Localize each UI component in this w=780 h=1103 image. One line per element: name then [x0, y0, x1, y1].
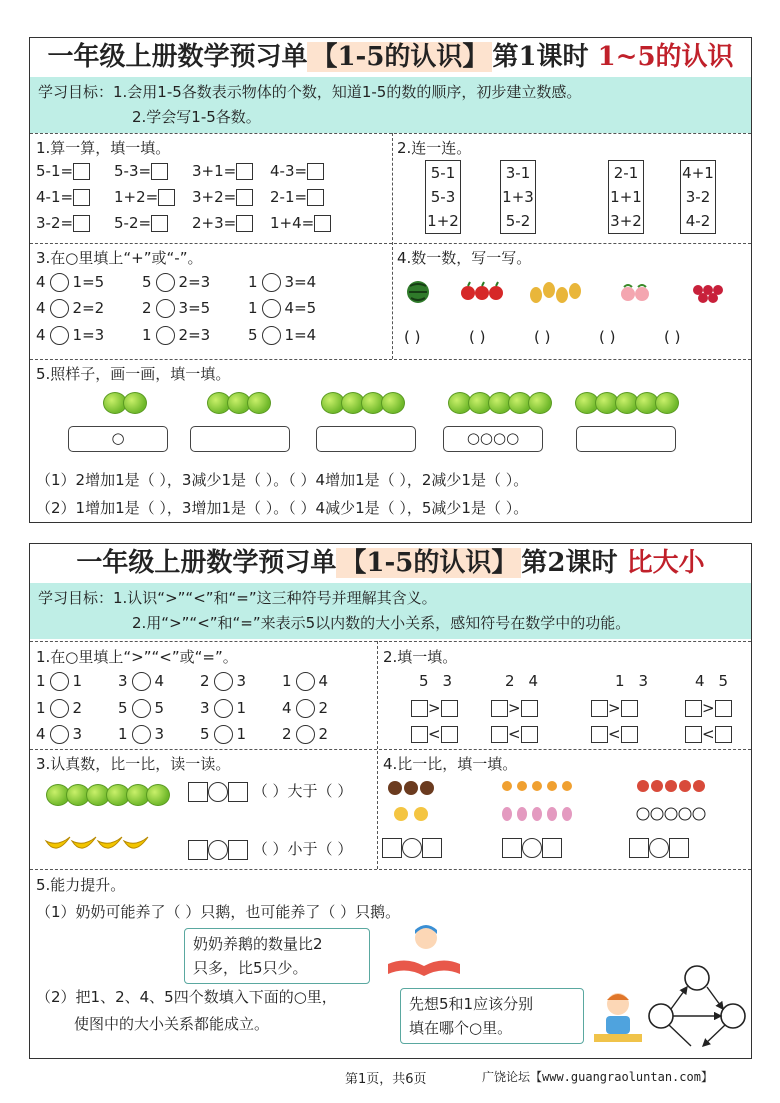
compare-circle[interactable]	[132, 725, 151, 744]
answer-box[interactable]	[411, 700, 428, 717]
s1-q4-title: 4.数一数，写一写。	[397, 249, 532, 267]
answer-box[interactable]	[715, 726, 732, 743]
fill-boxes	[382, 838, 729, 858]
watermelon-icon	[407, 281, 429, 303]
gt-blanks: > > > >	[411, 699, 765, 717]
answer-box[interactable]	[73, 215, 90, 232]
chick-icon	[394, 807, 428, 821]
s1-q1-row: 5-1= 5-3= 3+1= 4-3=	[36, 162, 348, 180]
sign-circle[interactable]	[50, 273, 69, 292]
answer-box[interactable]	[521, 726, 538, 743]
answer-box[interactable]	[236, 189, 253, 206]
answer-box[interactable]	[502, 838, 522, 858]
match-card-column[interactable]: 3-1 1+3 5-2	[500, 160, 536, 234]
sign-circle[interactable]	[156, 326, 175, 345]
goal-line-1: 学习目标：1.会用1-5各数表示物体的个数，知道1-5的数的顺序，初步建立数感。	[38, 83, 582, 101]
answer-box[interactable]	[422, 838, 442, 858]
compare-circle[interactable]	[50, 699, 69, 718]
apple-row	[46, 784, 166, 810]
sheet1-title	[30, 38, 751, 77]
s2-q2-title: 2.填一填。	[383, 648, 458, 666]
compare-pictures	[385, 776, 745, 828]
worksheet-lesson-1	[29, 37, 752, 523]
title-lesson: 第1课时	[492, 42, 589, 72]
title-topic: 【1-5的认识】	[307, 42, 492, 72]
draw-box[interactable]	[316, 426, 416, 452]
answer-box[interactable]	[591, 726, 608, 743]
s2-q5-part2b: 使图中的大小关系都能成立。	[74, 1015, 270, 1033]
lantern-icon	[637, 780, 705, 792]
answer-box[interactable]	[188, 840, 208, 860]
diagram-node-top	[685, 966, 709, 990]
answer-box[interactable]	[228, 782, 248, 802]
pear-icon	[530, 282, 581, 303]
compare-more: （ ）大于（ ）	[188, 780, 352, 802]
sign-circle[interactable]	[262, 273, 281, 292]
reading-girl-icon	[382, 922, 466, 980]
sign-circle[interactable]	[156, 273, 175, 292]
s1-q1-row: 4-1= 1+2= 3+2= 2-1=	[36, 188, 348, 206]
apple-group-5	[448, 392, 548, 418]
sign-circle[interactable]	[50, 299, 69, 318]
s2-q4-title: 4.比一比，填一填。	[383, 755, 518, 773]
learning-goals	[30, 583, 751, 639]
peach-icon	[621, 285, 649, 301]
compare-less: （ ）小于（ ）	[188, 838, 352, 860]
s1-q5-line-1: （1）2增加1是（ ），3减少1是（ ）。（ ）4增加1是（ ），2减少1是（ ）。	[36, 471, 529, 489]
site-footer[interactable]: 广饶论坛【www.guangraoluntan.com】	[482, 1070, 713, 1084]
answer-circle[interactable]	[649, 838, 669, 858]
answer-circle[interactable]	[522, 838, 542, 858]
compare-circle[interactable]	[296, 672, 315, 691]
panda-icon	[637, 808, 705, 820]
answer-box[interactable]	[411, 726, 428, 743]
answer-box[interactable]	[307, 163, 324, 180]
sign-circle[interactable]	[262, 299, 281, 318]
answer-box[interactable]	[314, 215, 331, 232]
compare-circle[interactable]	[214, 699, 233, 718]
match-card-column[interactable]: 2-1 1+1 3+2	[608, 160, 644, 234]
title-topic: 【1-5的认识】	[336, 548, 521, 578]
answer-box[interactable]	[151, 215, 168, 232]
s1-q5-line-2: （2）1增加1是（ ），3增加1是（ ）。（ ）4减少1是（ ），5减少1是（ ）。	[36, 499, 529, 517]
answer-box[interactable]	[685, 726, 702, 743]
s1-q3-title: 3.在○里填上“+”或“-”。	[36, 249, 203, 267]
draw-box[interactable]: ○	[68, 426, 168, 452]
s2-q1-row: 4 3 1 3 5 1 2 2	[36, 725, 329, 743]
learning-goals	[30, 77, 751, 133]
goal-line-2: 2.用“>”“<”和“=”来表示5以内数的大小关系，感知符号在数学中的功能。	[132, 614, 631, 632]
answer-box[interactable]	[307, 189, 324, 206]
s1-q1-row: 3-2= 5-2= 2+3= 1+4=	[36, 214, 348, 232]
apple-group-2	[103, 392, 143, 418]
s1-q1-title: 1.算一算，填一填。	[36, 139, 171, 157]
lt-blanks: < < < <	[411, 725, 765, 743]
answer-box[interactable]	[236, 163, 253, 180]
answer-box[interactable]	[73, 163, 90, 180]
compare-circle[interactable]	[214, 725, 233, 744]
relation-diagram	[647, 960, 747, 1052]
answer-circle[interactable]	[208, 840, 228, 860]
s1-q3-row: 4 1=3 1 2=3 5 1=4	[36, 326, 317, 344]
hint-bubble-1: 奶奶养鹅的数量比2 只多，比5只少。	[184, 928, 370, 984]
answer-box[interactable]	[629, 838, 649, 858]
s2-q3-title: 3.认真数，比一比，读一读。	[36, 755, 231, 773]
apple-group-3	[207, 392, 267, 418]
number-pairs: 53 24 13 45	[419, 672, 743, 690]
draw-box[interactable]	[190, 426, 290, 452]
title-prefix: 一年级上册数学预习单	[47, 42, 308, 72]
answer-box[interactable]	[151, 163, 168, 180]
answer-box[interactable]	[73, 189, 90, 206]
bulb-icon	[502, 807, 572, 821]
fruit-pictures	[402, 276, 742, 306]
compare-circle[interactable]	[50, 672, 69, 691]
compare-circle[interactable]	[132, 672, 151, 691]
worksheet-lesson-2	[29, 543, 752, 1059]
answer-box[interactable]	[621, 700, 638, 717]
goal-line-1: 学习目标：1.认识“>”“<”和“=”这三种符号并理解其含义。	[38, 589, 437, 607]
apple-group-4	[321, 392, 401, 418]
answer-box[interactable]	[715, 700, 732, 717]
diagram-node-right	[721, 1004, 745, 1028]
s1-q5-title: 5.照样子，画一画，填一填。	[36, 365, 231, 383]
answer-box[interactable]	[228, 840, 248, 860]
diagram-node-left	[649, 1004, 673, 1028]
apple-icon	[461, 282, 503, 300]
s2-q1-row: 1 2 5 5 3 1 4 2	[36, 699, 329, 717]
strawberry-icon	[693, 285, 723, 303]
answer-box[interactable]	[685, 700, 702, 717]
answer-box[interactable]	[621, 726, 638, 743]
answer-box[interactable]	[542, 838, 562, 858]
sign-circle[interactable]	[262, 326, 281, 345]
answer-box[interactable]	[236, 215, 253, 232]
answer-box[interactable]	[441, 700, 458, 717]
answer-circle[interactable]	[402, 838, 422, 858]
title-subject: 1~5的认识	[597, 42, 734, 72]
answer-box[interactable]	[382, 838, 402, 858]
sign-circle[interactable]	[50, 326, 69, 345]
s1-q2-title: 2.连一连。	[397, 139, 472, 157]
s2-q5-part2a: （2）把1、2、4、5四个数填入下面的○里，	[36, 988, 337, 1006]
apple-group-6	[575, 392, 675, 418]
compare-circle[interactable]	[50, 725, 69, 744]
title-lesson: 第2课时	[521, 548, 618, 578]
compare-circle[interactable]	[296, 699, 315, 718]
s2-q1-row: 1 1 3 4 2 3 1 4	[36, 672, 329, 690]
flower-icon	[502, 781, 572, 791]
answer-circle[interactable]	[208, 782, 228, 802]
boy-icon	[586, 986, 648, 1048]
answer-box[interactable]	[669, 838, 689, 858]
s2-q5-part1: （1）奶奶可能养了（ ）只鹅，也可能养了（ ）只鹅。	[36, 903, 401, 921]
answer-box[interactable]	[591, 700, 608, 717]
s2-q1-title: 1.在○里填上“>”“<”或“=”。	[36, 648, 238, 666]
goal-line-2: 2.学会写1-5各数。	[132, 108, 261, 126]
answer-box[interactable]	[188, 782, 208, 802]
banana-row	[42, 827, 152, 857]
s1-q3-row: 4 1=5 5 2=3 1 3=4	[36, 273, 317, 291]
draw-box[interactable]: ○○○○	[443, 426, 543, 452]
sign-circle[interactable]	[156, 299, 175, 318]
compare-circle[interactable]	[296, 725, 315, 744]
answer-box[interactable]	[491, 726, 508, 743]
match-card-column[interactable]: 5-1 5-3 1+2	[425, 160, 461, 234]
answer-box[interactable]	[521, 700, 538, 717]
compare-circle[interactable]	[132, 699, 151, 718]
s2-q5-title: 5.能力提升。	[36, 876, 126, 894]
page-number: 第1页，共6页	[345, 1072, 427, 1087]
title-subject: 比大小	[626, 548, 705, 578]
draw-box[interactable]	[576, 426, 676, 452]
answer-box[interactable]	[158, 189, 175, 206]
hint-bubble-2: 先想5和1应该分别 填在哪个○里。	[400, 988, 584, 1044]
compare-circle[interactable]	[214, 672, 233, 691]
owl-icon	[388, 781, 434, 795]
answer-box[interactable]	[491, 700, 508, 717]
title-prefix: 一年级上册数学预习单	[76, 548, 337, 578]
s1-q3-row: 4 2=2 2 3=5 1 4=5	[36, 299, 317, 317]
answer-box[interactable]	[441, 726, 458, 743]
match-card-column[interactable]: 4+1 3-2 4-2	[680, 160, 716, 234]
count-blanks[interactable]: ( ) ( ) ( ) ( ) ( )	[404, 328, 681, 346]
sheet2-title	[30, 544, 751, 583]
